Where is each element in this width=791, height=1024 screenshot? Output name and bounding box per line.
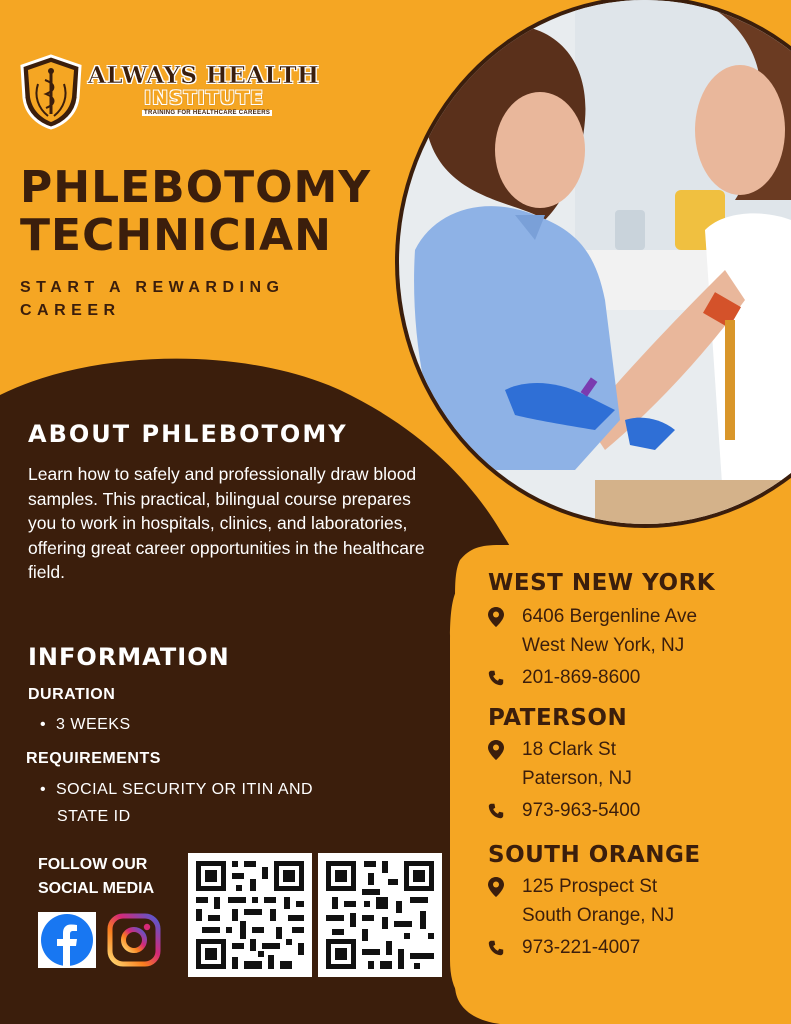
- requirements-line-1: SOCIAL SECURITY OR ITIN AND: [56, 781, 314, 798]
- location-name: SOUTH ORANGE: [488, 842, 701, 868]
- duration-label: DURATION: [28, 686, 116, 703]
- duration-item: [40, 716, 131, 734]
- requirements-label: REQUIREMENTS: [26, 750, 161, 767]
- location-south-orange: [488, 842, 701, 962]
- location-address: [488, 602, 715, 660]
- location-street: 18 Clark St: [522, 739, 616, 760]
- instagram-icon[interactable]: [106, 912, 162, 968]
- requirements-item: [40, 776, 360, 830]
- location-name: PATERSON: [488, 705, 628, 731]
- logo-tagline: TRAINING FOR HEALTHCARE CAREERS: [144, 110, 271, 116]
- map-pin-icon: [488, 877, 504, 897]
- location-address: [488, 735, 640, 793]
- bullet-icon: •: [40, 716, 47, 733]
- social-label-line-1: FOLLOW OUR: [38, 856, 148, 873]
- map-pin-icon: [488, 607, 504, 627]
- location-phone-number[interactable]: 201-869-8600: [522, 667, 641, 688]
- location-phone-number[interactable]: 973-963-5400: [522, 800, 641, 821]
- location-phone: [488, 933, 701, 962]
- bullet-icon: •: [40, 781, 47, 798]
- title-line-2: TECHNICIAN: [20, 210, 332, 261]
- location-address: [488, 872, 701, 930]
- phone-icon: [488, 938, 504, 958]
- location-street: 125 Prospect St: [522, 876, 658, 897]
- title-line-1: PHLEBOTOMY: [20, 162, 372, 213]
- location-street: 6406 Bergenline Ave: [522, 606, 698, 627]
- location-city: South Orange, NJ: [522, 905, 675, 926]
- about-title: ABOUT PHLEBOTOMY: [28, 420, 348, 448]
- social-label-line-2: SOCIAL MEDIA: [38, 880, 155, 897]
- logo: [18, 54, 338, 130]
- qr-code-facebook[interactable]: [188, 853, 312, 977]
- location-phone: [488, 796, 640, 825]
- duration-value: 3 WEEKS: [56, 716, 131, 733]
- subtitle: START A REWARDING CAREER: [20, 279, 285, 319]
- shield-caduceus-icon: [18, 54, 84, 130]
- logo-institute: INSTITUTE: [144, 87, 265, 109]
- phone-icon: [488, 801, 504, 821]
- about-text: Learn how to safely and professionally draw blood samples. This practical, bilingual course prepares you to work in hospitals, clinics, and laboratories, offering great career opportunities in the healthcare field.: [28, 464, 425, 582]
- location-phone-number[interactable]: 973-221-4007: [522, 937, 641, 958]
- location-west-new-york: [488, 570, 715, 692]
- location-city: West New York, NJ: [522, 635, 685, 656]
- map-pin-icon: [488, 740, 504, 760]
- location-paterson: [488, 705, 640, 825]
- information-title: INFORMATION: [28, 643, 230, 671]
- location-city: Paterson, NJ: [522, 768, 632, 789]
- requirements-line-2: STATE ID: [57, 808, 131, 825]
- location-name: WEST NEW YORK: [488, 570, 716, 596]
- social-label: [38, 853, 178, 901]
- logo-name: ALWAYS HEALTH: [88, 62, 320, 89]
- facebook-icon[interactable]: [38, 912, 96, 968]
- location-phone: [488, 663, 715, 692]
- phlebotomy-photo: [395, 0, 791, 528]
- qr-code-instagram[interactable]: [318, 853, 442, 977]
- phone-icon: [488, 668, 504, 688]
- page-title: [20, 164, 371, 260]
